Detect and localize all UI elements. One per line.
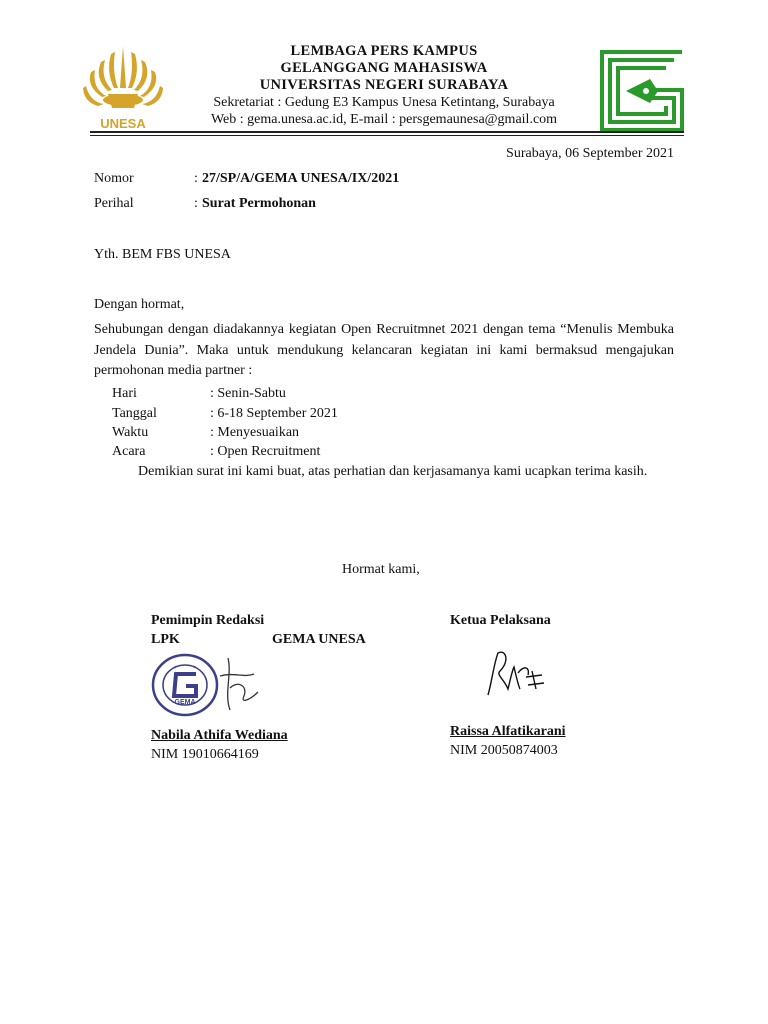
org-line-1: LEMBAGA PERS KAMPUS [290,43,478,59]
greeting: Dengan hormat, [94,297,185,312]
closing-paragraph: Demikian surat ini kami buat, atas perhatian dan kerjasamanya kami ucapkan terima kasih. [138,464,648,479]
contact-line: Web : gema.unesa.ac.id, E-mail : persgemaunesa@gmail.com [210,112,558,127]
detail-label-tanggal: Tanggal [112,406,157,421]
recipient: Yth. BEM FBS UNESA [94,247,231,262]
letterhead-divider [90,131,684,133]
left-signatory-org-a: LPK [151,632,180,647]
body-paragraph-part-1: Sehubungan dengan diadakannya kegiatan Open Recruitmnet 2021 dengan tema “Menulis Membuka Jendela Dunia [94,322,674,358]
right-signature [478,645,548,703]
gema-g-logo-icon [598,48,686,134]
right-signatory-name: Raissa Alfatikarani [450,724,566,739]
detail-value-waktu: : Menyesuaikan [210,425,300,440]
unesa-logo-label: UNESA [100,116,146,131]
left-signatory-nim: NIM 19010664169 [151,747,259,762]
perihal-value: Surat Permohonan [202,196,316,211]
perihal-label: Perihal [94,196,134,211]
detail-value-acara: : Open Recruitment [210,444,321,459]
detail-value-hari: : Senin-Sabtu [210,386,286,401]
org-line-2: GELANGGANG MAHASISWA [280,60,488,76]
place-date: Surabaya, 06 September 2021 [506,146,674,161]
detail-label-waktu: Waktu [112,425,149,440]
unesa-logo [82,42,164,134]
body-paragraph-part-2: ”. Maka untuk mendukung kelancaran kegiatan ini kami bermaksud mengajukan permohonan media partner : [94,342,675,378]
gema-stamp [150,652,220,718]
signature-scribble-icon [214,654,264,714]
regards: Hormat kami, [342,562,420,577]
right-signatory-title: Ketua Pelaksana [450,613,551,628]
detail-value-tanggal: : 6-18 September 2021 [210,406,338,421]
nomor-value: 27/SP/A/GEMA UNESA/IX/2021 [202,171,400,186]
address-line: Sekretariat : Gedung E3 Kampus Unesa Ketintang, Surabaya [213,95,555,110]
left-signatory-title: Pemimpin Redaksi [151,613,265,628]
left-signatory-name: Nabila Athifa Wediana [151,728,288,743]
right-signatory-nim: NIM 20050874003 [450,743,558,758]
nomor-separator: : [194,171,198,186]
nomor-label: Nomor [94,171,134,186]
detail-label-hari: Hari [112,386,137,401]
stamp-seal-icon [150,652,220,718]
left-signatory-org-b: GEMA UNESA [272,632,366,647]
letterhead-divider-thin [90,135,684,136]
detail-label-acara: Acara [112,444,146,459]
left-signature [214,654,264,714]
stamp-text: GEMA [174,699,196,706]
gema-logo [598,48,686,134]
body-paragraph [94,320,674,382]
org-line-3: UNIVERSITAS NEGERI SURABAYA [259,77,509,93]
signature-scribble-icon [478,645,548,703]
perihal-separator: : [194,196,198,211]
